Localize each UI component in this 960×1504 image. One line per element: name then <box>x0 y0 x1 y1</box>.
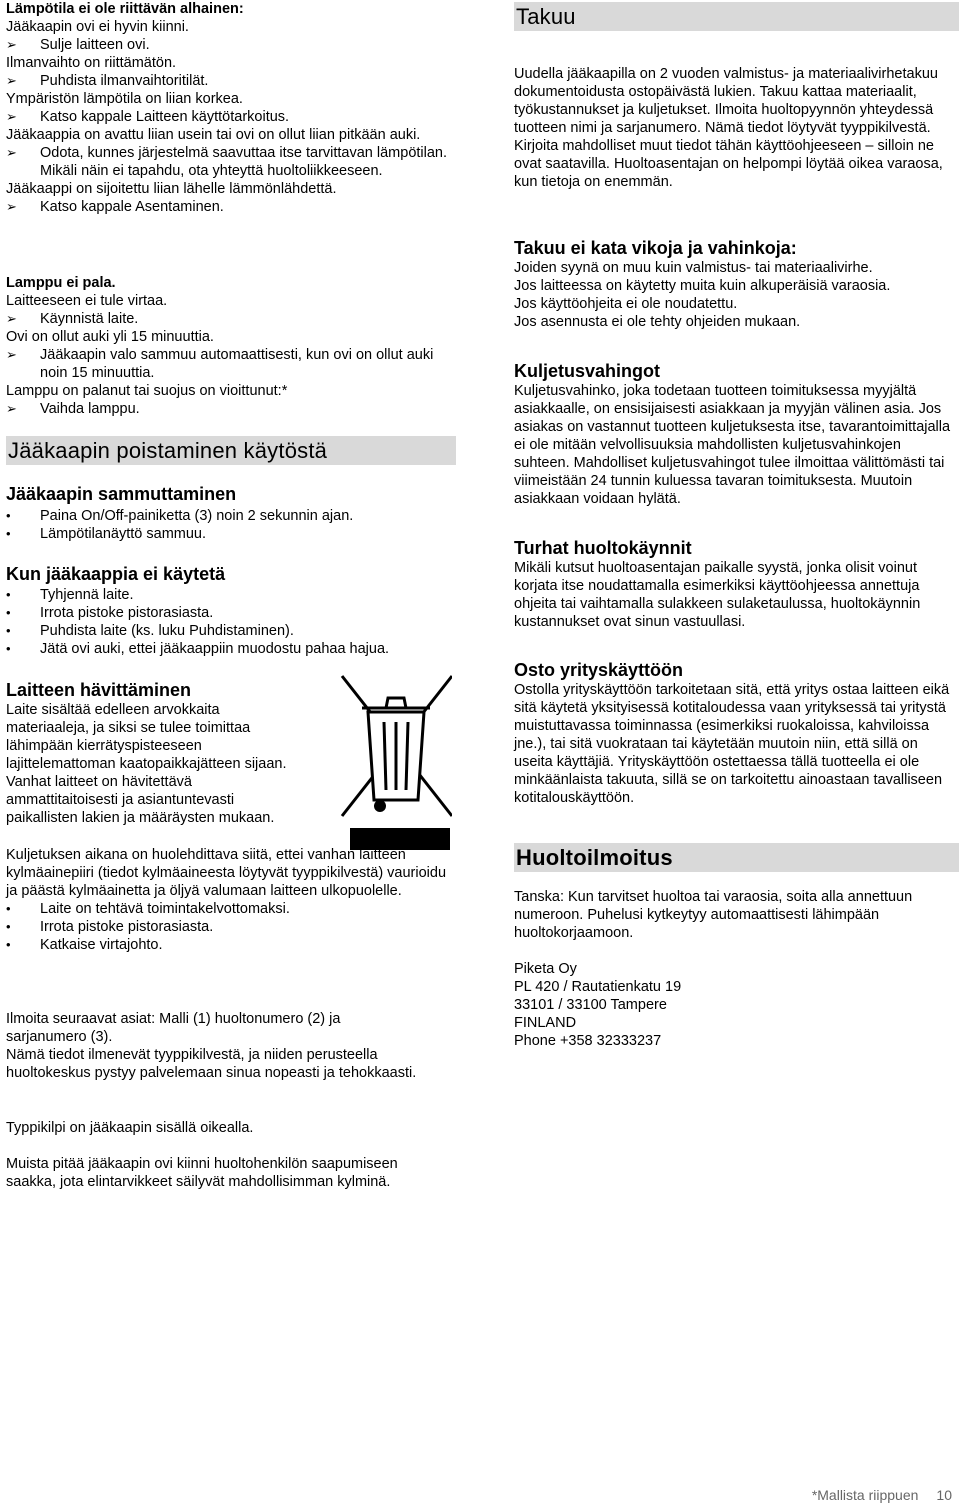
not-covered-line: Jos käyttöohjeita ei ole noudatettu. <box>514 296 738 312</box>
unneeded-visit-section <box>514 537 959 631</box>
transport-damage-text: Kuljetusvahinko, joka todetaan tuotteen toimituksessa myyjältä asiakkaalle, on ensisijaisesti asiakkaan ja myyjän välinen asia. Jos asiakas on vastannut tuotteen kuljetuksesta itse, tavarantoimittajalla ei ole mitään velvollisuuksia mahdollisten kuljetusvahinkojen suhteen. Mahdolliset kuljetusvahingot tulee ilmoittaa välittömästi tai viimeistään 24 tunnin kuluessa tavaran toimituksesta. Muutoin asiakkaan voidaan hylätä. <box>514 383 951 507</box>
bullet-list-text: Jätä ovi auki, ettei jääkaappiin muodostu pahaa hajua. <box>40 641 390 657</box>
lamp-section <box>6 274 456 418</box>
bullet-list-item <box>6 622 456 640</box>
service-text: Tanska: Kun tarvitset huoltoa tai varaosia, soita alla annettuun numeroon. Puhelusi kytkeytyy automaattisesti lähimpään huoltokorjaamoon. <box>514 889 913 941</box>
plain-line: Laitteeseen ei tule virtaa. <box>6 293 168 309</box>
plain-line: Jääkaapin ovi ei hyvin kiinni. <box>6 19 189 35</box>
bullet-list-item <box>6 604 456 622</box>
unneeded-visit-text: Mikäli kutsut huoltoasentajan paikalle syystä, jonka olisit voinut korjata itse noudattamalla esimerkiksi käyttöohjeessa annettuja ohjeita tai vaihtamalla sulakkeen sulaketaulussa, huoltokäynnin kustannukset ovat sinun vastuullasi. <box>514 560 921 630</box>
section-title-decommission: Jääkaapin poistaminen käytöstä <box>6 436 456 465</box>
disposal-section <box>6 679 306 827</box>
bullet-list-text: Paina On/Off-painiketta (3) noin 2 sekunnin ajan. <box>40 508 354 524</box>
arrow-list-text: Jääkaapin valo sammuu automaattisesti, kun ovi on ollut auki noin 15 minuuttia. <box>40 347 434 381</box>
bullet-icon: • <box>6 919 11 934</box>
arrow-list-text: Katso kappale Laitteen käyttötarkoitus. <box>40 109 290 125</box>
report-section <box>6 1010 421 1082</box>
bullet-icon: • <box>6 623 11 638</box>
plate-text: Typpikilpi on jääkaapin sisällä oikealla. <box>6 1120 254 1136</box>
bullet-list-item <box>6 586 456 604</box>
transport-text: Kuljetuksen aikana on huolehdittava siitä, ettei vanhan laitteen kylmäainepiiri (tiedot kylmäaineesta löytyvät tyyppikilvestä) vaurioidu ja päästä kylmäainetta ja öljyä valumaan laitteen ulkopuolelle. <box>6 847 447 899</box>
bullet-icon: • <box>6 587 11 602</box>
unneeded-visit-heading: Turhat huoltokäynnit <box>514 538 692 558</box>
disposal-heading: Laitteen hävittäminen <box>6 680 192 700</box>
temperature-list <box>6 18 456 216</box>
arrow-list-text: Katso kappale Asentaminen. <box>40 199 224 215</box>
arrow-list-text: Puhdista ilmanvaihtoritilät. <box>40 73 209 89</box>
not-covered-list <box>514 259 959 331</box>
bullet-list-text: Irrota pistoke pistorasiasta. <box>40 605 214 621</box>
not-covered-line: Joiden syynä on muu kuin valmistus- tai materiaalivirhe. <box>514 260 873 276</box>
warranty-title: Takuu <box>514 2 959 31</box>
arrow-list-item <box>6 144 456 180</box>
unused-list <box>6 586 456 658</box>
bullet-list-item <box>6 936 456 954</box>
warranty-text: Uudella jääkaapilla on 2 vuoden valmistus- ja materiaalivirhetakuu dokumentoidusta ostopäivästä lukien. Takuu kattaa materiaalit, työkustannukset ja kuljetukset. Ilmoita huoltopyynnön yhteydessä tuotteen nimi ja sarjanumero. Nämä tiedot löytyvät tyyppikilvestä. Kirjoita mahdolliset muut tiedot tähän käyttöohjeeseen – silloin ne ovat saatavilla. Huoltoasentajan on helpompi löytää oikea varaosa, kun tietoja on enemmän. <box>514 66 943 190</box>
bullet-icon: • <box>6 641 11 656</box>
bullet-list-item <box>6 640 456 658</box>
shutdown-section <box>6 483 456 543</box>
service-section <box>514 843 959 1050</box>
warranty-section <box>514 2 959 191</box>
arrow-list-text: Sulje laitteen ovi. <box>40 37 150 53</box>
disposal-text: Laite sisältää edelleen arvokkaita materiaaleja, ja siksi se tulee toimittaa lähimpään kierrätyspisteeseen lajittelemattoman kaatopaikkajätteen sijaan. Vanhat laitteet on hävitettävä ammattitaitoisesti ja asiantuntevasti paikallisten lakien ja määräysten mukaan. <box>6 702 287 826</box>
plain-line: Jääkaappia on avattu liian usein tai ovi on ollut liian pitkään auki. <box>6 127 421 143</box>
not-covered-line: Jos laitteessa on käytetty muita kuin alkuperäisiä varaosia. <box>514 278 891 294</box>
not-covered-heading: Takuu ei kata vikoja ja vahinkoja: <box>514 238 797 258</box>
remember-text: Muista pitää jääkaapin ovi kiinni huoltohenkilön saapumiseen saakka, jota elintarvikkeet säilyvät mahdollisimman kylminä. <box>6 1156 398 1190</box>
bullet-list-text: Irrota pistoke pistorasiasta. <box>40 919 214 935</box>
temperature-section <box>6 0 456 216</box>
lamp-heading: Lamppu ei pala. <box>6 275 116 291</box>
arrow-list-item <box>6 310 456 328</box>
not-covered-section <box>514 237 959 331</box>
arrow-bullet-icon: ➢ <box>6 401 17 416</box>
arrow-bullet-icon: ➢ <box>6 311 17 326</box>
lamp-list <box>6 292 456 418</box>
address-line: PL 420 / Rautatienkatu 19 <box>514 979 682 995</box>
arrow-bullet-icon: ➢ <box>6 109 17 124</box>
report-text-1: Ilmoita seuraavat asiat: Malli (1) huoltonumero (2) ja sarjanumero (3). <box>6 1011 341 1045</box>
bullet-list-item <box>6 507 456 525</box>
arrow-bullet-icon: ➢ <box>6 145 17 160</box>
bullet-list-item <box>6 918 456 936</box>
bullet-list-text: Tyhjennä laite. <box>40 587 134 603</box>
arrow-list-item <box>6 198 456 216</box>
footer-note: *Mallista riippuen <box>811 1487 919 1503</box>
business-use-text: Ostolla yrityskäyttöön tarkoitetaan sitä, että yritys ostaa laitteen eikä sitä käytetä yksityisessä kotitaloudessa vaan yrityksessä tai yritystä muistuttavassa toiminnassa (esimerkiksi ruokaloissa, kahviloissa jne.), tai sitä vuokrataan tai käytetään muutoin niin, että sillä on useita käyttäjiä. Yrityskäyttöön ostettaessa tällä tuotteella ei ole minkäänlaista takuuta, sillä se on tarkoitettu ainoastaan tavalliseen kotitalouskäyttöön. <box>514 682 950 806</box>
service-title: Huoltoilmoitus <box>514 843 959 872</box>
bullet-icon: • <box>6 901 11 916</box>
unused-section <box>6 563 456 658</box>
transport-list <box>6 900 456 954</box>
transport-damage-heading: Kuljetusvahingot <box>514 361 661 381</box>
decommission-section <box>6 436 456 465</box>
arrow-bullet-icon: ➢ <box>6 199 17 214</box>
plain-line: Ympäristön lämpötila on liian korkea. <box>6 91 243 107</box>
plain-line: Ilmanvaihto on riittämätön. <box>6 55 177 71</box>
plain-line: Ovi on ollut auki yli 15 minuuttia. <box>6 329 214 345</box>
arrow-list-item <box>6 72 456 90</box>
arrow-bullet-icon: ➢ <box>6 347 17 362</box>
business-use-section <box>514 659 959 807</box>
address-block <box>514 960 959 1050</box>
arrow-list-item <box>6 36 456 54</box>
arrow-list-item <box>6 346 456 382</box>
bullet-list-item <box>6 525 456 543</box>
crossed-out-bin-icon <box>340 672 452 852</box>
bullet-icon: • <box>6 526 11 541</box>
arrow-list-text: Käynnistä laite. <box>40 311 139 327</box>
report-text-2: Nämä tiedot ilmenevät tyyppikilvestä, ja niiden perusteella huoltokeskus pystyy palvelemaan sinua nopeasti ja tehokkaasti. <box>6 1047 417 1081</box>
address-line: Piketa Oy <box>514 961 577 977</box>
address-line: 33101 / 33100 Tampere <box>514 997 667 1013</box>
address-line: FINLAND <box>514 1015 577 1031</box>
bullet-list-text: Puhdista laite (ks. luku Puhdistaminen). <box>40 623 294 639</box>
arrow-list-text: Vaihda lamppu. <box>40 401 140 417</box>
arrow-list-item <box>6 108 456 126</box>
shutdown-list <box>6 507 456 543</box>
page-number: 10 <box>936 1487 952 1503</box>
business-use-heading: Osto yrityskäyttöön <box>514 660 684 680</box>
bullet-list-text: Lämpötilanäyttö sammuu. <box>40 526 207 542</box>
arrow-bullet-icon: ➢ <box>6 37 17 52</box>
plain-line: Jääkaappi on sijoitettu liian lähelle lämmönlähdettä. <box>6 181 337 197</box>
transport-damage-section <box>514 360 959 508</box>
bullet-list-text: Laite on tehtävä toimintakelvottomaksi. <box>40 901 290 917</box>
bullet-icon: • <box>6 937 11 952</box>
not-covered-line: Jos asennusta ei ole tehty ohjeiden mukaan. <box>514 314 801 330</box>
arrow-list-text: Odota, kunnes järjestelmä saavuttaa itse tarvittavan lämpötilan. Mikäli näin ei tapahdu, ota yhteyttä huoltoliikkeeseen. <box>40 145 448 179</box>
bullet-icon: • <box>6 605 11 620</box>
bullet-list-item <box>6 900 456 918</box>
arrow-list-item <box>6 400 456 418</box>
bullet-list-text: Katkaise virtajohto. <box>40 937 163 953</box>
bullet-icon: • <box>6 508 11 523</box>
unused-heading: Kun jääkaappia ei käytetä <box>6 564 226 584</box>
page-footer <box>812 1486 952 1504</box>
temperature-heading: Lämpötila ei ole riittävän alhainen: <box>6 1 244 17</box>
shutdown-heading: Jääkaapin sammuttaminen <box>6 484 237 504</box>
address-line: Phone +358 32333237 <box>514 1033 662 1049</box>
arrow-bullet-icon: ➢ <box>6 73 17 88</box>
plain-line: Lamppu on palanut tai suojus on vioittunut:* <box>6 383 288 399</box>
transport-section <box>6 846 456 954</box>
